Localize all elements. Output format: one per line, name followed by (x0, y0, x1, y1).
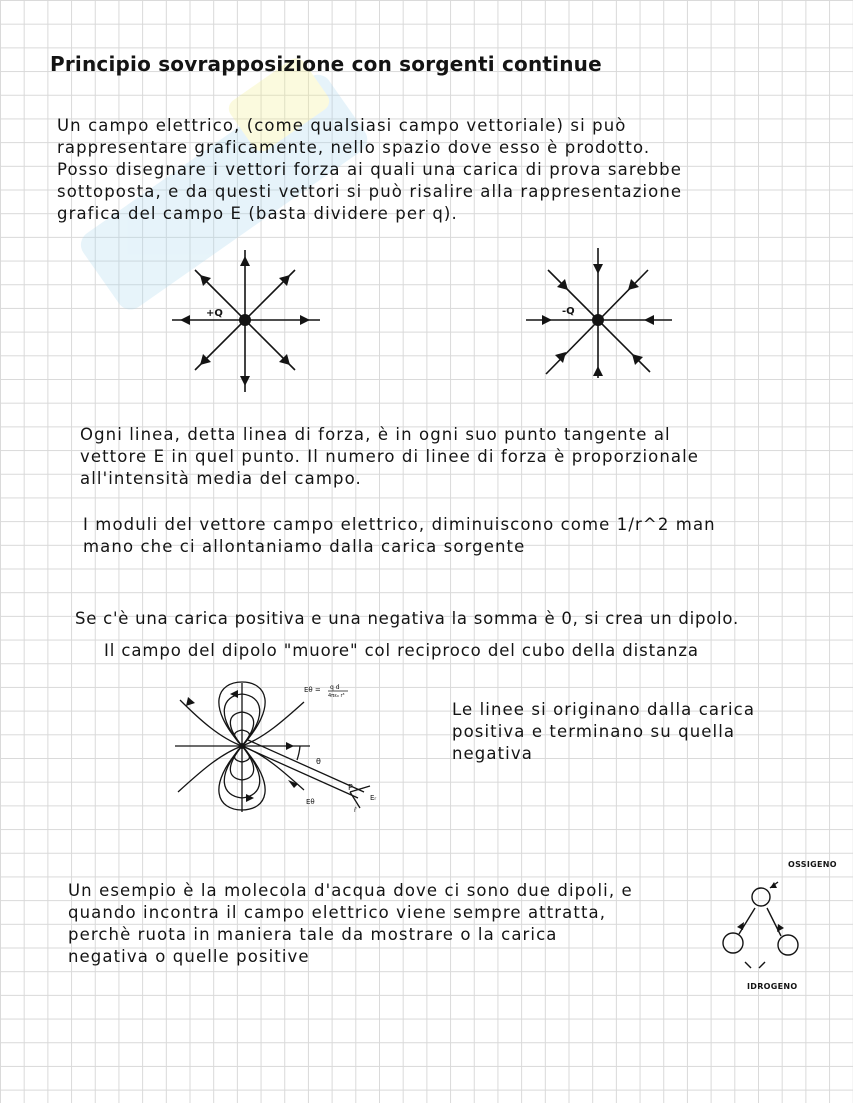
positive-charge (239, 314, 251, 326)
modules-line: mano che ci allontaniamo dalla carica sorgente (83, 537, 526, 556)
dipole-note-line: Le linee si originano dalla carica (452, 700, 756, 719)
water-molecule-diagram (715, 858, 840, 993)
intro-line: rappresentare graficamente, nello spazio dove esso è prodotto. (57, 138, 651, 157)
e-theta-label: Eθ (306, 798, 315, 806)
field-lines-line: all'intensità media del campo. (80, 469, 362, 488)
negative-charge-label: -Q (562, 306, 575, 317)
positive-charge-field-diagram (160, 240, 330, 400)
hydrogen-atom (778, 935, 798, 955)
dipole-note-line: negativa (452, 744, 533, 763)
p-label: P (348, 783, 353, 792)
dipole-decay-note: Il campo del dipolo "muore" col reciproco del cubo della distanza (104, 641, 699, 660)
page-title: Principio sovrapposizione con sorgenti continue (50, 52, 602, 76)
positive-charge-label: +Q (206, 308, 223, 319)
hydrogen-label: IDROGENO (747, 982, 798, 991)
intro-line: grafica del campo E (basta dividere per q). (57, 204, 458, 223)
dipole-definition: Se c'è una carica positiva e una negativa la somma è 0, si crea un dipolo. (75, 609, 739, 628)
negative-charge (592, 314, 604, 326)
oxygen-atom (752, 888, 770, 906)
dipole-formula-denominator: 4πε₀ r³ (328, 693, 345, 699)
modules-line: I moduli del vettore campo elettrico, diminuiscono come 1/r^2 man (83, 515, 716, 534)
theta-label: θ (316, 757, 321, 766)
field-lines-line: Ogni linea, detta linea di forza, è in ogni suo punto tangente al (80, 425, 671, 444)
field-lines-line: vettore E in quel punto. Il numero di linee di forza è proporzionale (80, 447, 700, 466)
r-hat-label: r̂ (354, 807, 357, 814)
intro-line: sottoposta, e da questi vettori si può risalire alla rappresentazione (57, 182, 683, 201)
dipole-field-diagram (170, 680, 380, 815)
dipole-note-line: positiva e terminano su quella (452, 722, 736, 741)
hydrogen-atom (723, 933, 743, 953)
dipole-formula-left: Eθ = (304, 686, 321, 694)
e-r-label: Eᵣ (370, 794, 377, 802)
water-line: Un esempio è la molecola d'acqua dove ci sono due dipoli, e (68, 881, 633, 900)
water-line: negativa o quelle positive (68, 947, 310, 966)
dipole-formula-numerator: q d (330, 684, 340, 691)
intro-line: Un campo elettrico, (come qualsiasi campo vettoriale) si può (57, 116, 627, 135)
water-line: quando incontra il campo elettrico viene sempre attratta, (68, 903, 607, 922)
intro-line: Posso disegnare i vettori forza ai quali una carica di prova sarebbe (57, 160, 682, 179)
water-line: perchè ruota in maniera tale da mostrare o la carica (68, 925, 558, 944)
oxygen-label: OSSIGENO (788, 860, 837, 869)
negative-charge-field-diagram (520, 242, 680, 402)
